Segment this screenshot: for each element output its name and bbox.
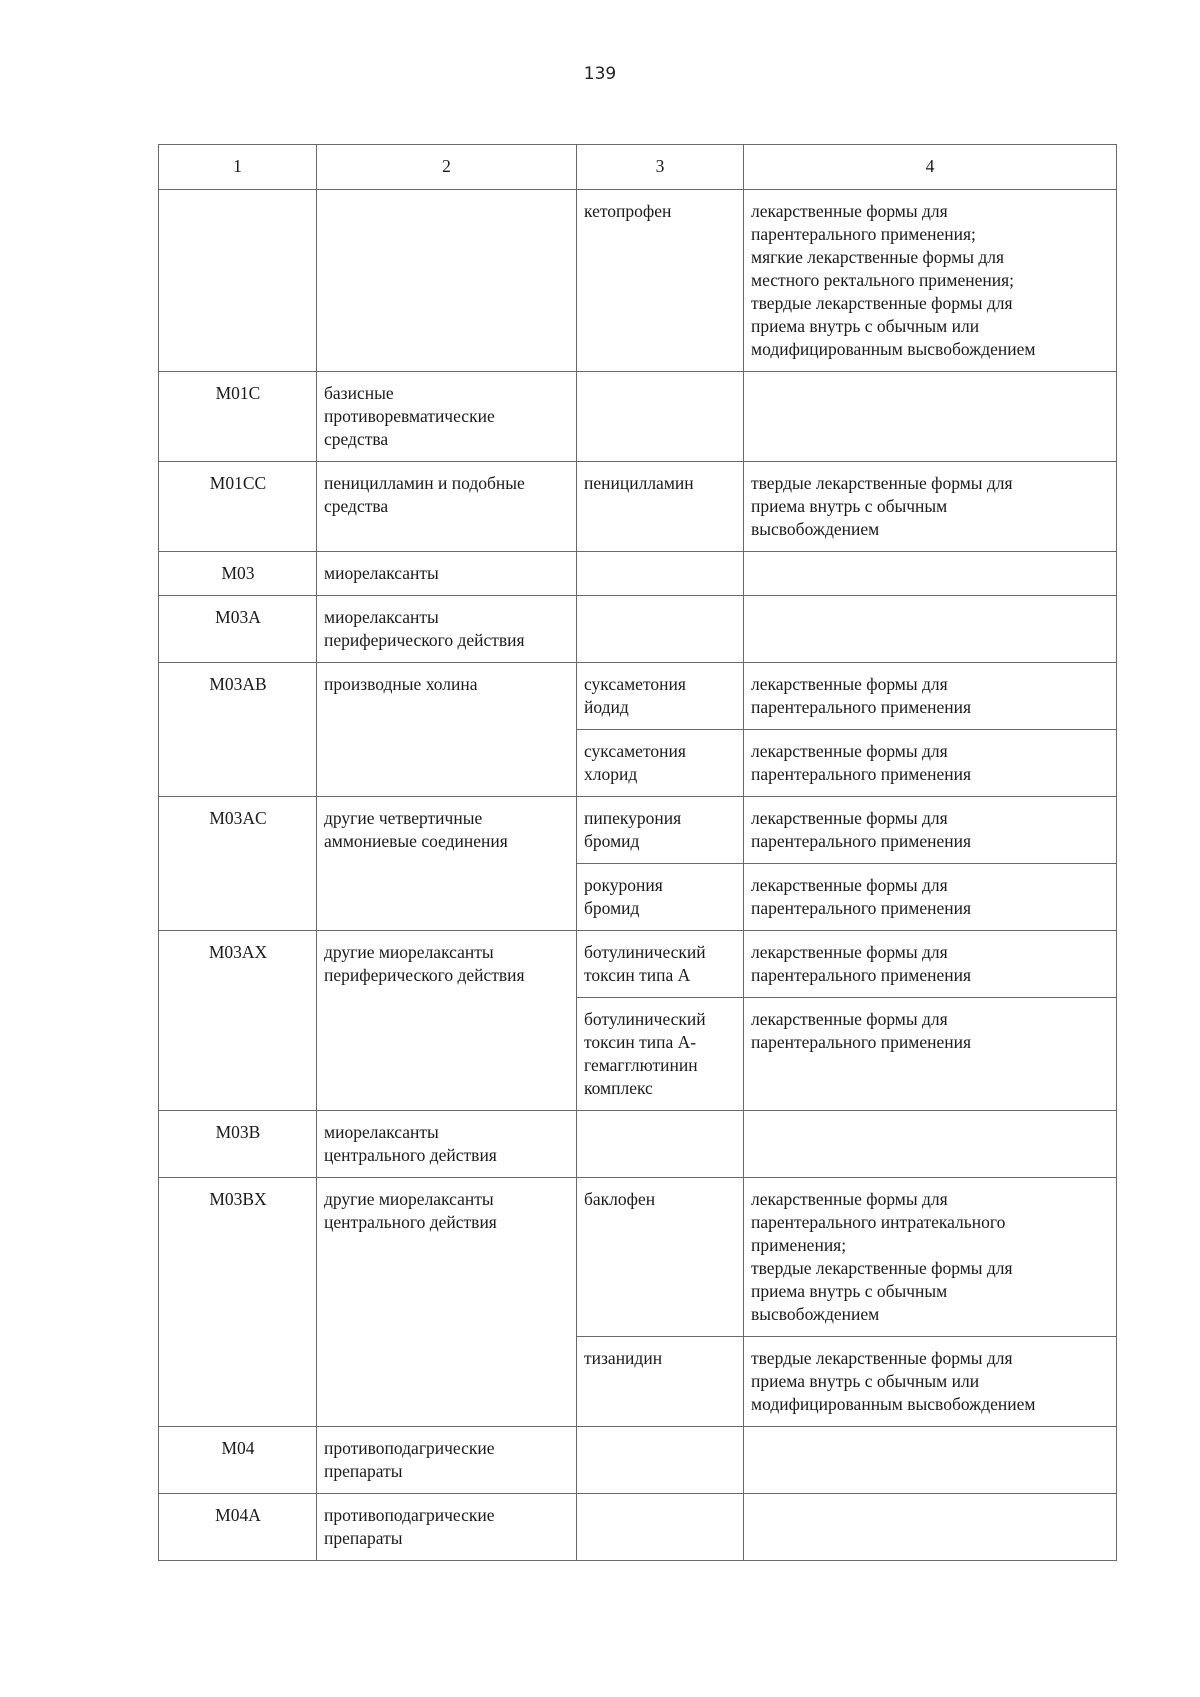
group-name-cell — [317, 190, 577, 372]
drug-name-cell: пеницилламин — [577, 462, 744, 552]
dosage-form-cell — [744, 1494, 1117, 1561]
atc-code-cell: M03 — [159, 552, 317, 596]
column-header-2: 2 — [317, 145, 577, 190]
drug-name-cell: тизанидин — [577, 1337, 744, 1427]
atc-code-cell: M03AX — [159, 931, 317, 1111]
dosage-form-cell: лекарственные формы для парентерального применения — [744, 797, 1117, 864]
group-name-cell: базисные противоревматические средства — [317, 372, 577, 462]
table-header-row — [159, 145, 1117, 190]
drug-name-cell: ботулинический токсин типа A- гемагглютинин комплекс — [577, 998, 744, 1111]
table-row — [159, 1427, 1117, 1494]
drug-table — [158, 144, 1117, 1561]
dosage-form-cell — [744, 1111, 1117, 1178]
drug-name-cell — [577, 1494, 744, 1561]
table-row — [159, 1111, 1117, 1178]
column-header-3: 3 — [577, 145, 744, 190]
table-row — [159, 1494, 1117, 1561]
drug-name-cell — [577, 552, 744, 596]
drug-name-cell: баклофен — [577, 1178, 744, 1337]
drug-name-cell — [577, 1111, 744, 1178]
dosage-form-cell — [744, 596, 1117, 663]
column-header-4: 4 — [744, 145, 1117, 190]
dosage-form-cell — [744, 372, 1117, 462]
dosage-form-cell: лекарственные формы для парентерального применения — [744, 998, 1117, 1111]
atc-code-cell: M03B — [159, 1111, 317, 1178]
table-row — [159, 931, 1117, 998]
group-name-cell: миорелаксанты — [317, 552, 577, 596]
dosage-form-cell: лекарственные формы для парентерального применения — [744, 663, 1117, 730]
dosage-form-cell: твердые лекарственные формы для приема внутрь с обычным или модифицированным высвобождением — [744, 1337, 1117, 1427]
drug-name-cell: ботулинический токсин типа A — [577, 931, 744, 998]
group-name-cell: другие миорелаксанты центрального действия — [317, 1178, 577, 1427]
group-name-cell: производные холина — [317, 663, 577, 797]
group-name-cell: другие миорелаксанты периферического действия — [317, 931, 577, 1111]
drug-name-cell — [577, 372, 744, 462]
table-row — [159, 663, 1117, 730]
table-row — [159, 596, 1117, 663]
group-name-cell: другие четвертичные аммониевые соединения — [317, 797, 577, 931]
table-row — [159, 552, 1117, 596]
atc-code-cell: M01CC — [159, 462, 317, 552]
atc-code-cell: M04A — [159, 1494, 317, 1561]
group-name-cell: миорелаксанты периферического действия — [317, 596, 577, 663]
table-row — [159, 797, 1117, 864]
table-body — [159, 190, 1117, 1561]
dosage-form-cell — [744, 1427, 1117, 1494]
drug-name-cell — [577, 596, 744, 663]
group-name-cell: противоподагрические препараты — [317, 1494, 577, 1561]
atc-code-cell: M03BX — [159, 1178, 317, 1427]
atc-code-cell: M03AC — [159, 797, 317, 931]
table-row — [159, 190, 1117, 372]
drug-name-cell: кетопрофен — [577, 190, 744, 372]
dosage-form-cell — [744, 552, 1117, 596]
atc-code-cell — [159, 190, 317, 372]
group-name-cell: миорелаксанты центрального действия — [317, 1111, 577, 1178]
dosage-form-cell: лекарственные формы для парентерального применения; мягкие лекарственные формы для местного ректального применения; твердые лекарственные формы для приема внутрь с обычным или модифицированным высвобождением — [744, 190, 1117, 372]
dosage-form-cell: лекарственные формы для парентерального применения — [744, 730, 1117, 797]
table-row — [159, 462, 1117, 552]
dosage-form-cell: лекарственные формы для парентерального интратекального применения; твердые лекарственные формы для приема внутрь с обычным высвобождением — [744, 1178, 1117, 1337]
dosage-form-cell: лекарственные формы для парентерального применения — [744, 864, 1117, 931]
table-row — [159, 1178, 1117, 1337]
drug-name-cell: рокурония бромид — [577, 864, 744, 931]
drug-name-cell: суксаметония йодид — [577, 663, 744, 730]
group-name-cell: противоподагрические препараты — [317, 1427, 577, 1494]
atc-code-cell: M01C — [159, 372, 317, 462]
drug-name-cell: суксаметония хлорид — [577, 730, 744, 797]
drug-name-cell — [577, 1427, 744, 1494]
atc-code-cell: M03AB — [159, 663, 317, 797]
dosage-form-cell: твердые лекарственные формы для приема внутрь с обычным высвобождением — [744, 462, 1117, 552]
page-number: 139 — [583, 64, 617, 84]
table-row — [159, 372, 1117, 462]
column-header-1: 1 — [159, 145, 317, 190]
drug-name-cell: пипекурония бромид — [577, 797, 744, 864]
group-name-cell: пеницилламин и подобные средства — [317, 462, 577, 552]
dosage-form-cell: лекарственные формы для парентерального применения — [744, 931, 1117, 998]
atc-code-cell: M04 — [159, 1427, 317, 1494]
atc-code-cell: M03A — [159, 596, 317, 663]
